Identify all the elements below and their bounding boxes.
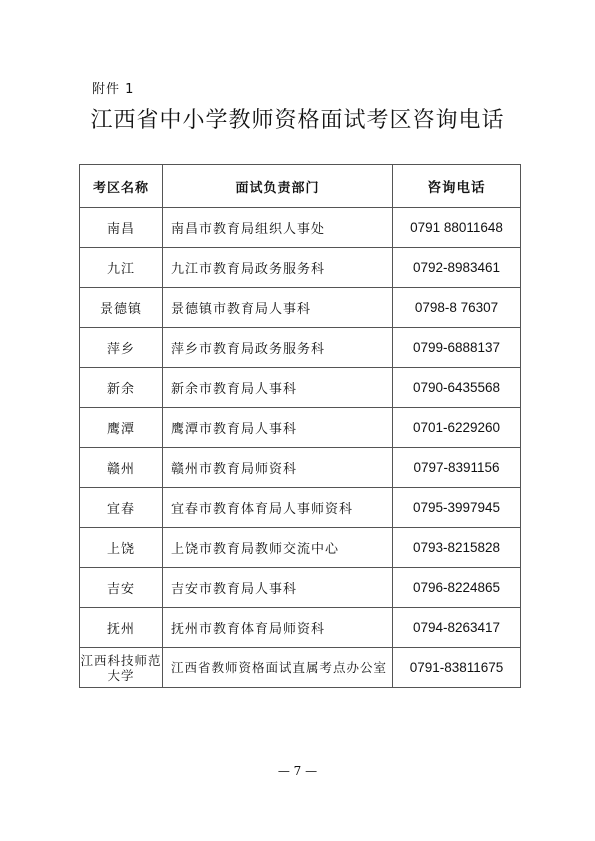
department-cell: 吉安市教育局人事科	[163, 568, 393, 608]
table-row	[80, 568, 521, 608]
column-header-department: 面试负责部门	[163, 165, 393, 208]
area-cell: 景德镇	[80, 288, 163, 328]
department-cell: 九江市教育局政务服务科	[163, 248, 393, 288]
area-cell: 江西科技师范大学	[80, 648, 163, 688]
contact-table	[79, 164, 521, 688]
phone-cell: 0794-8263417	[393, 608, 521, 648]
header-row	[80, 165, 521, 208]
area-cell: 吉安	[80, 568, 163, 608]
page-title: 江西省中小学教师资格面试考区咨询电话	[90, 108, 505, 133]
attachment-label: 附件 1	[92, 82, 135, 97]
phone-cell: 0793-8215828	[393, 528, 521, 568]
department-cell: 萍乡市教育局政务服务科	[163, 328, 393, 368]
area-cell: 鹰潭	[80, 408, 163, 448]
phone-cell: 0791 88011648	[393, 208, 521, 248]
area-cell: 宜春	[80, 488, 163, 528]
table-row	[80, 448, 521, 488]
department-cell: 赣州市教育局师资科	[163, 448, 393, 488]
table-row	[80, 248, 521, 288]
area-cell: 赣州	[80, 448, 163, 488]
table-row	[80, 528, 521, 568]
table-body	[80, 208, 521, 688]
table-row	[80, 368, 521, 408]
area-cell: 新余	[80, 368, 163, 408]
department-cell: 景德镇市教育局人事科	[163, 288, 393, 328]
department-cell: 江西省教师资格面试直属考点办公室	[163, 648, 393, 688]
department-cell: 鹰潭市教育局人事科	[163, 408, 393, 448]
table-row	[80, 208, 521, 248]
phone-cell: 0790-6435568	[393, 368, 521, 408]
phone-cell: 0701-6229260	[393, 408, 521, 448]
table-row	[80, 408, 521, 448]
table-row	[80, 488, 521, 528]
area-cell: 南昌	[80, 208, 163, 248]
column-header-area: 考区名称	[80, 165, 163, 208]
table-row	[80, 288, 521, 328]
area-cell: 上饶	[80, 528, 163, 568]
department-cell: 新余市教育局人事科	[163, 368, 393, 408]
table-row	[80, 648, 521, 688]
area-cell: 萍乡	[80, 328, 163, 368]
area-cell: 九江	[80, 248, 163, 288]
department-cell: 上饶市教育局教师交流中心	[163, 528, 393, 568]
column-header-phone: 咨询电话	[393, 165, 521, 208]
phone-cell: 0799-6888137	[393, 328, 521, 368]
table-row	[80, 328, 521, 368]
area-cell: 抚州	[80, 608, 163, 648]
department-cell: 抚州市教育体育局师资科	[163, 608, 393, 648]
department-cell: 宜春市教育体育局人事师资科	[163, 488, 393, 528]
department-cell: 南昌市教育局组织人事处	[163, 208, 393, 248]
phone-cell: 0792-8983461	[393, 248, 521, 288]
phone-cell: 0798-8 76307	[393, 288, 521, 328]
phone-cell: 0796-8224865	[393, 568, 521, 608]
phone-cell: 0791-83811675	[393, 648, 521, 688]
page-number: — 7 —	[277, 764, 318, 778]
table-header	[80, 165, 521, 208]
phone-cell: 0795-3997945	[393, 488, 521, 528]
phone-cell: 0797-8391156	[393, 448, 521, 488]
table-row	[80, 608, 521, 648]
